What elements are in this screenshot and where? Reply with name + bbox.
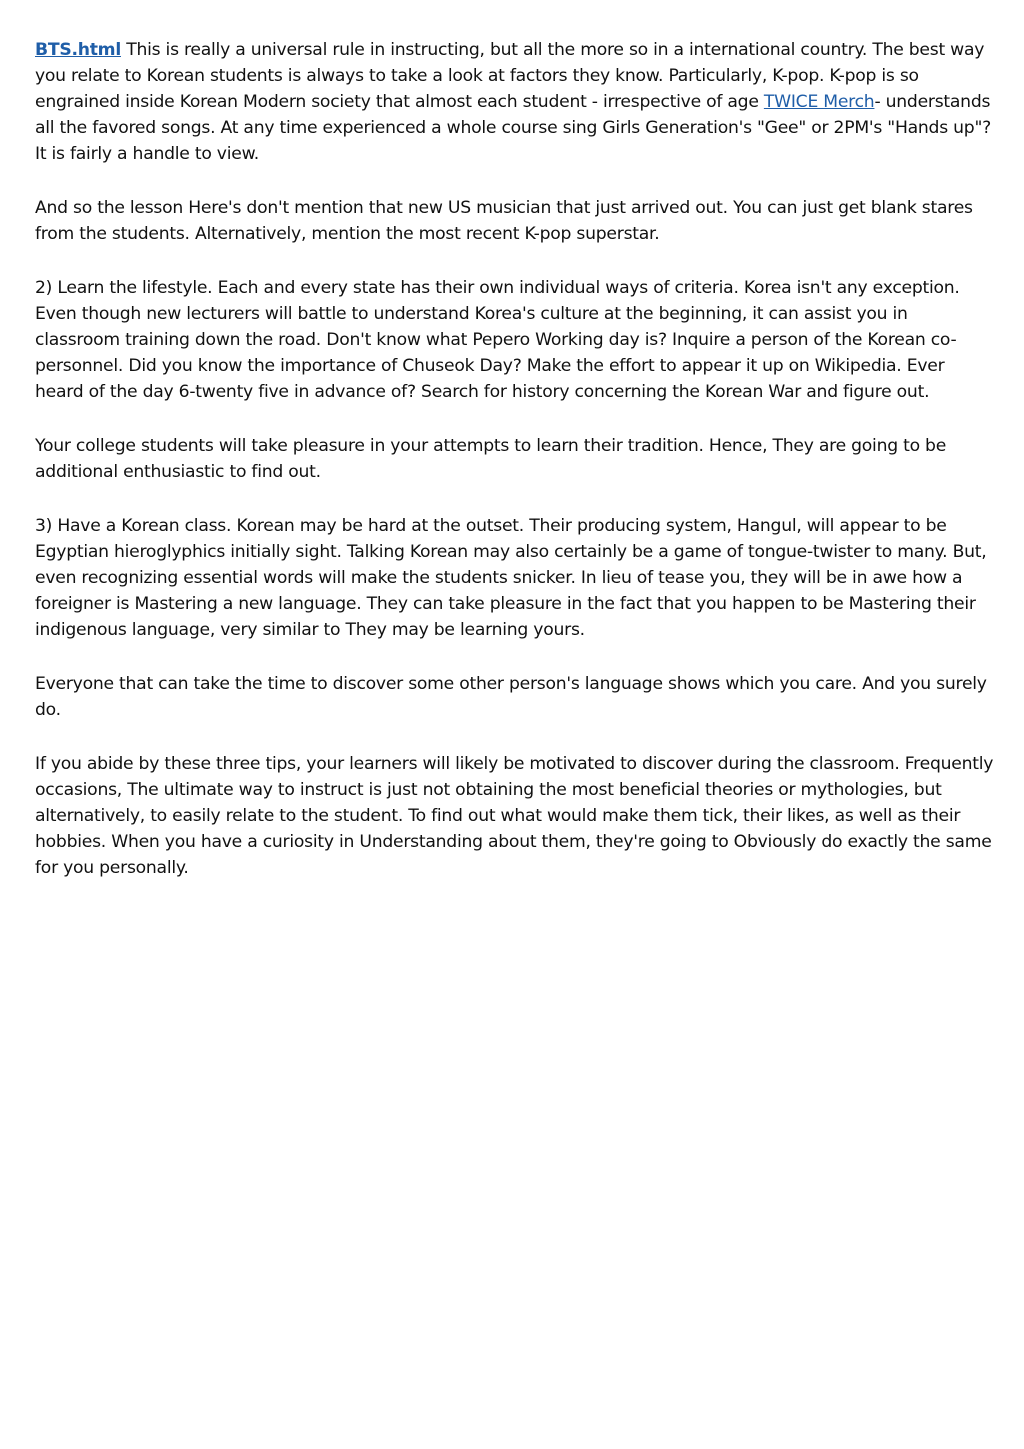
paragraph-students-tradition: Your college students will take pleasure in your attempts to learn their tradition. Hence, They are going to be additional enthusiastic to find out.: [35, 436, 947, 482]
paragraph-intro: [35, 37, 995, 167]
twice-merch-link[interactable]: TWICE Merch: [763, 92, 875, 112]
paragraph-lesson: And so the lesson Here's don't mention that new US musician that just arrived out. You can just get blank stares from the students. Alternatively, mention the most recent K-pop superstar.: [35, 198, 973, 244]
paragraph-korean-class: 3) Have a Korean class. Korean may be hard at the outset. Their producing system, Hangul, will appear to be Egyptian hieroglyphics initially sight. Talking Korean may also certainly be a game of tongue-twister to many. But, even recognizing essential words will make the students snicker. In lieu of tease you, they will be in awe how a foreigner is Mastering a new language. They can take pleasure in the fact that you happen to be Mastering their indigenous language, very similar to They may be learning yours.: [35, 516, 987, 640]
paragraph-conclusion: If you abide by these three tips, your learners will likely be motivated to discover during the classroom. Frequently occasions, The ultimate way to instruct is just not obtaining the most beneficial theories or mythologies, but alternatively, to easily relate to the student. To find out what would make them tick, their likes, as well as their hobbies. When you have a curiosity in Understanding about them, they're going to Obviously do exactly the same for you personally.: [35, 754, 994, 878]
paragraph-intro-text-1: This is really a universal rule in instructing, but all the more so in a international country. The best way you relate to Korean students is always to take a look at factors they know. Particularly, K-pop. K-pop is so engrained inside Korean Modern society that almost each student - irrespective of age: [35, 40, 985, 112]
paragraph-language-care: Everyone that can take the time to discover some other person's language shows which you care. And you surely do.: [35, 674, 987, 720]
paragraph-intro-text-2: - understands all the favored songs. At any time experienced a whole course sing Girls Generation's "Gee" or 2PM's "Hands up"? It is fairly a handle to view.: [35, 92, 991, 164]
bts-link[interactable]: BTS.html: [35, 40, 121, 60]
paragraph-learn-lifestyle: 2) Learn the lifestyle. Each and every state has their own individual ways of criteria. Korea isn't any exception. Even though new lecturers will battle to understand Korea's culture at the beginning, it can assist you in classroom training down the road. Don't know what Pepero Working day is? Inquire a person of the Korean co-personnel. Did you know the importance of Chuseok Day? Make the effort to appear it up on Wikipedia. Ever heard of the day 6-twenty five in advance of? Search for history concerning the Korean War and figure out.: [35, 278, 960, 402]
article-body: [35, 37, 995, 909]
